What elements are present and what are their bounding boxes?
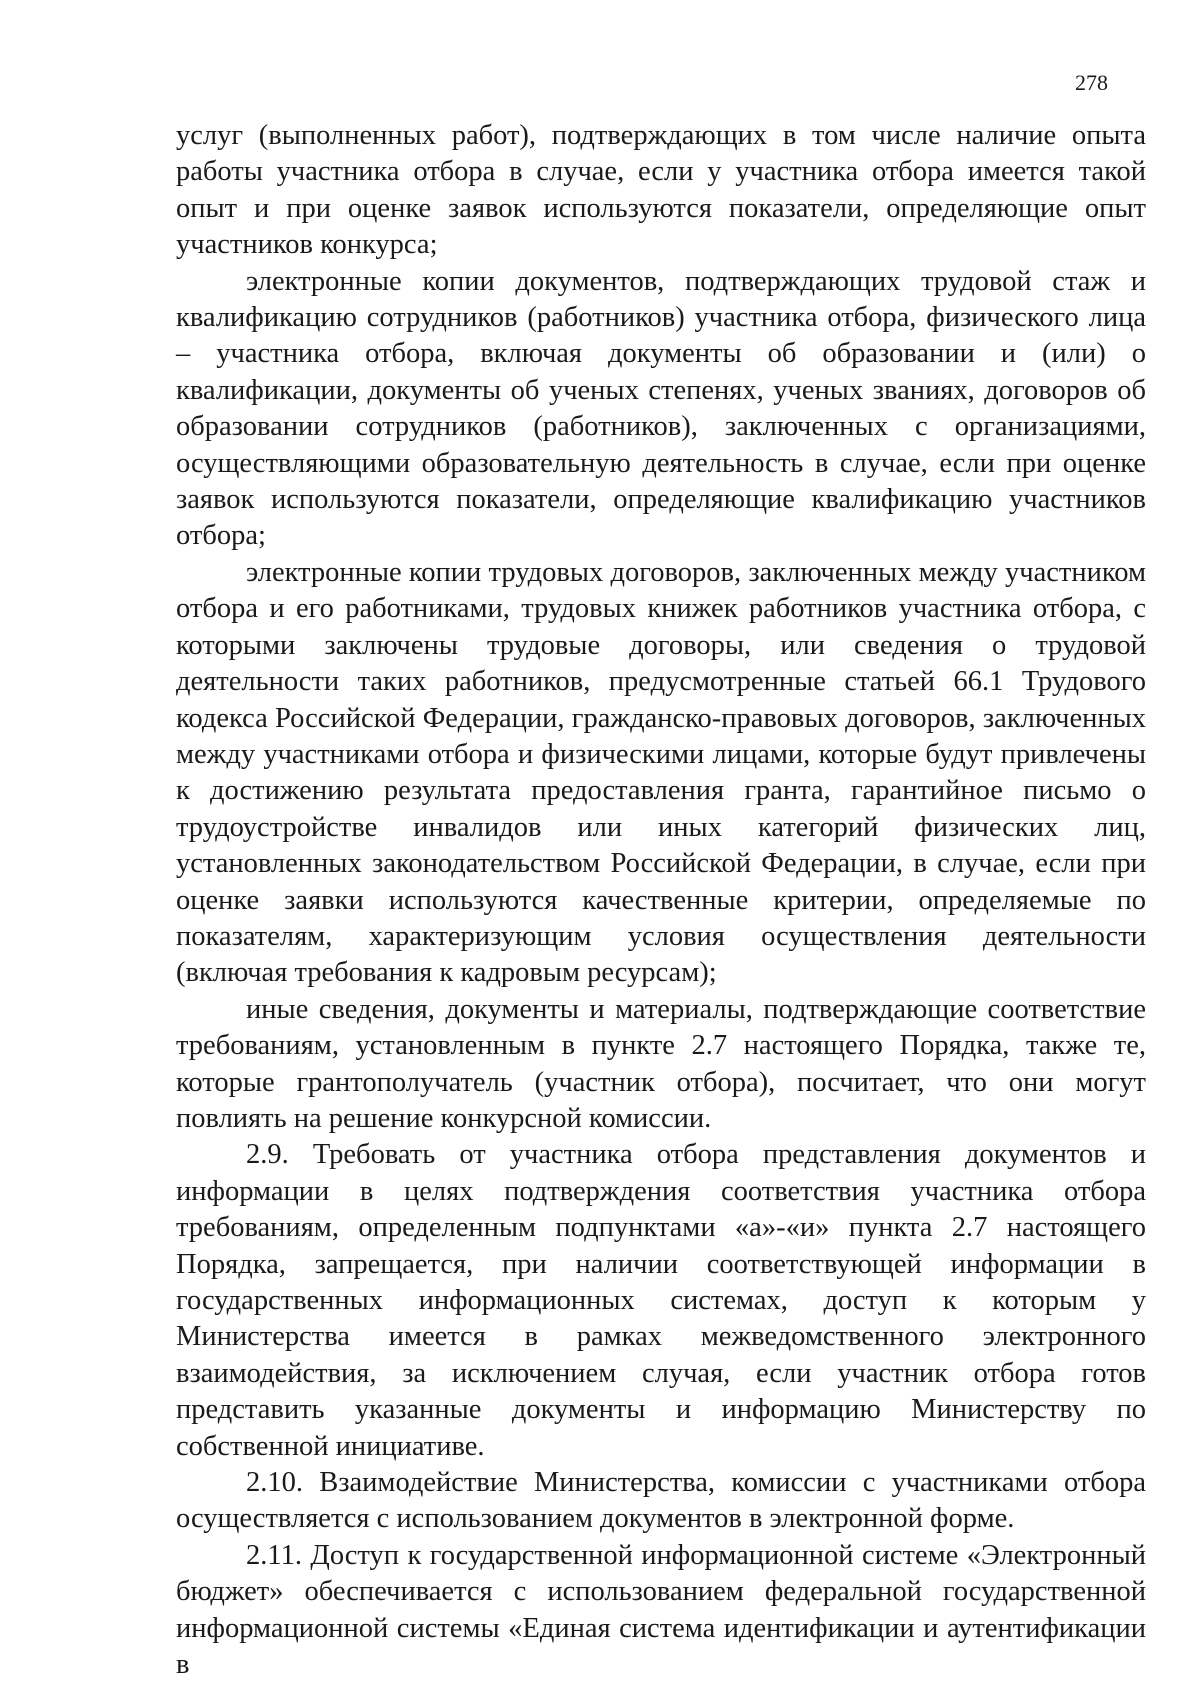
paragraph-2-10: 2.10. Взаимодействие Министерства, комиссии с участниками отбора осуществляется с использованием документов в электронной форме. xyxy=(176,1467,1146,1535)
paragraph-continuation: услуг (выполненных работ), подтверждающих в том числе наличие опыта работы участника отбора в случае, если у участника отбора имеется такой опыт и при оценке заявок используются показатели, определяющие опыт участников конкурса; xyxy=(176,120,1146,261)
paragraph-2-9: 2.9. Требовать от участника отбора представления документов и информации в целях подтверждения соответствия участника отбора требованиям, определенным подпунктами «а»-«и» пункта 2.7 настоящего Порядка, запрещается, при наличии соответствующей информации в государственных информационных системах, доступ к которым у Министерства имеется в рамках межведомственного электронного взаимодействия, за исключением случая, если участник отбора готов представить указанные документы и информацию Министерству по собственной инициативе. xyxy=(176,1139,1146,1462)
paragraph-2-11: 2.11. Доступ к государственной информационной системе «Электронный бюджет» обеспечивается с использованием федеральной государственной информационной системы «Единая система идентификации и аутентификации в xyxy=(176,1539,1146,1681)
paragraph-staff-qualification: электронные копии документов, подтверждающих трудовой стаж и квалификацию сотрудников (работников) участника отбора, физического лица – участника отбора, включая документы об образовании и (или) о квалификации, документы об ученых степенях, ученых званиях, договоров об образовании сотрудников (работников), заключенных с организациями, осуществляющими образовательную деятельность в случае, если при оценке заявок используются показатели, определяющие квалификацию участников отбора; xyxy=(176,265,1146,552)
document-body xyxy=(176,118,1146,1683)
paragraph-employment-contracts: электронные копии трудовых договоров, заключенных между участником отбора и его работниками, трудовых книжек работников участника отбора, с которыми заключены трудовые договоры, или сведения о трудовой деятельности таких работников, предусмотренные статьей 66.1 Трудового кодекса Российской Федерации, гражданско-правовых договоров, заключенных между участниками отбора и физическими лицами, которые будут привлечены к достижению результата предоставления гранта, гарантийное письмо о трудоустройстве инвалидов или иных категорий физических лиц, установленных законодательством Российской Федерации, в случае, если при оценке заявки используются качественные критерии, определяемые по показателям, характеризующим условия осуществления деятельности (включая требования к кадровым ресурсам); xyxy=(176,556,1146,989)
paragraph-other-documents: иные сведения, документы и материалы, подтверждающие соответствие требованиям, установленным в пункте 2.7 настоящего Порядка, также те, которые грантополучатель (участник отбора), посчитает, что они могут повлиять на решение конкурсной комиссии. xyxy=(176,993,1146,1134)
page-number: 278 xyxy=(1075,70,1108,95)
